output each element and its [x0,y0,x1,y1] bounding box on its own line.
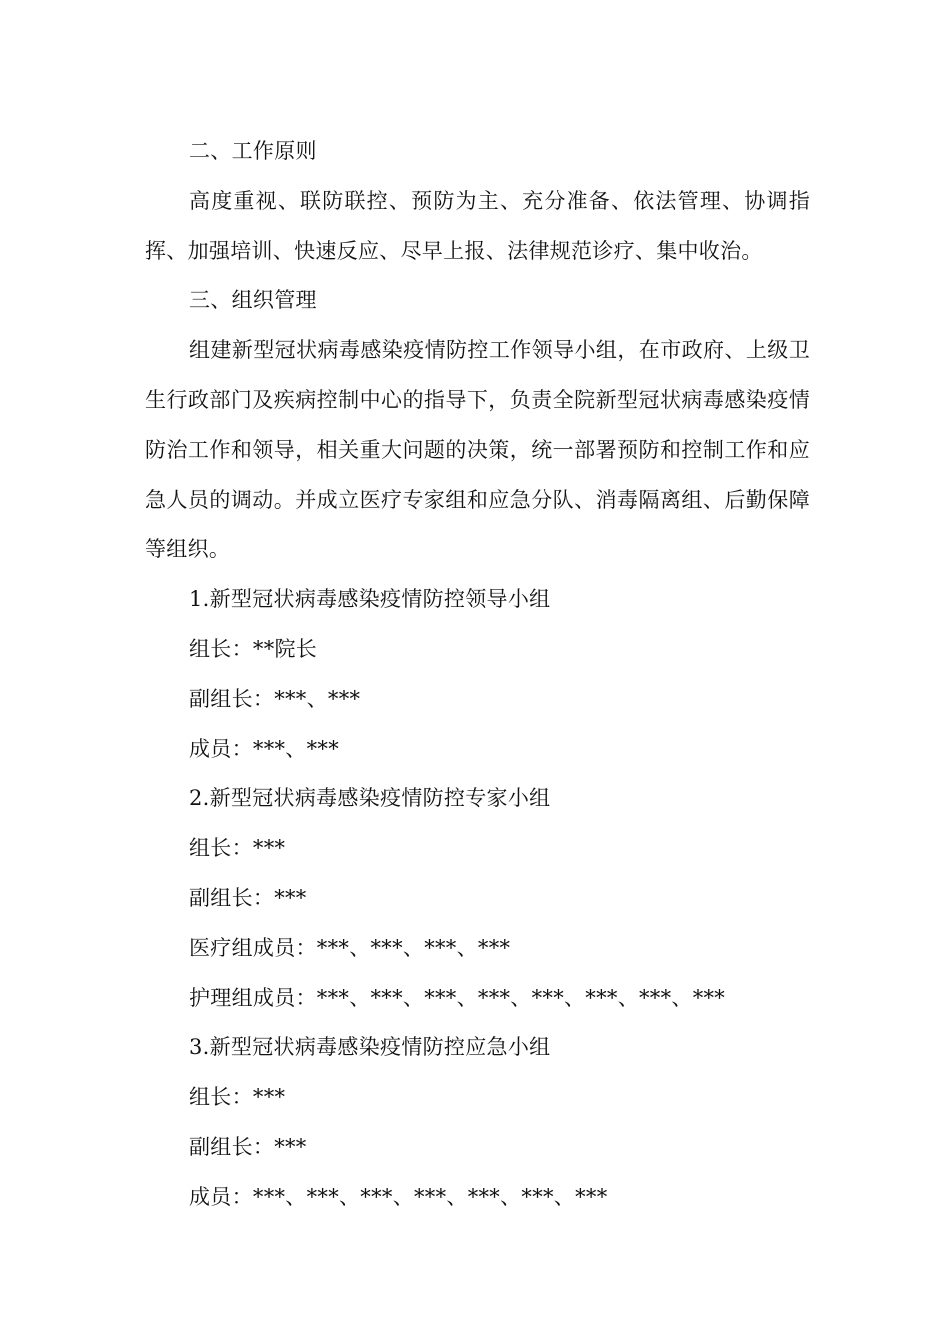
group2-title: 2.新型冠状病毒感染疫情防控专家小组 [189,786,551,811]
group3-leader: 组长：*** [189,1085,286,1110]
work-principles-paragraph: 高度重视、联防联控、预防为主、充分准备、依法管理、协调指挥、加强培训、快速反应、尽早上报、法律规范诊疗、集中收治。 [145,188,810,263]
document-page [145,127,810,1223]
group2-nursing-members: 护理组成员：***、***、***、***、***、***、***、*** [189,985,726,1010]
group3-deputy: 副组长：*** [189,1134,307,1159]
section-heading-organization: 三、组织管理 [189,288,317,313]
group2-deputy: 副组长：*** [189,885,307,910]
section-heading-work-principles: 二、工作原则 [189,139,317,163]
group1-members: 成员：***、*** [189,736,339,761]
group3-members: 成员：***、***、***、***、***、***、*** [189,1184,608,1209]
group2-medical-members: 医疗组成员：***、***、***、*** [189,935,511,960]
group1-deputy: 副组长：***、*** [189,686,361,711]
group3-title: 3.新型冠状病毒感染疫情防控应急小组 [189,1035,551,1060]
group1-title: 1.新型冠状病毒感染疫情防控领导小组 [189,587,551,612]
organization-paragraph: 组建新型冠状病毒感染疫情防控工作领导小组，在市政府、上级卫生行政部门及疾病控制中心的指导下，负责全院新型冠状病毒感染疫情防治工作和领导，相关重大问题的决策，统一部署预防和控制工作和应急人员的调动。并成立医疗专家组和应急分队、消毒隔离组、后勤保障等组织。 [145,338,810,562]
group2-leader: 组长：*** [189,836,286,861]
group1-leader: 组长：**院长 [189,636,318,661]
